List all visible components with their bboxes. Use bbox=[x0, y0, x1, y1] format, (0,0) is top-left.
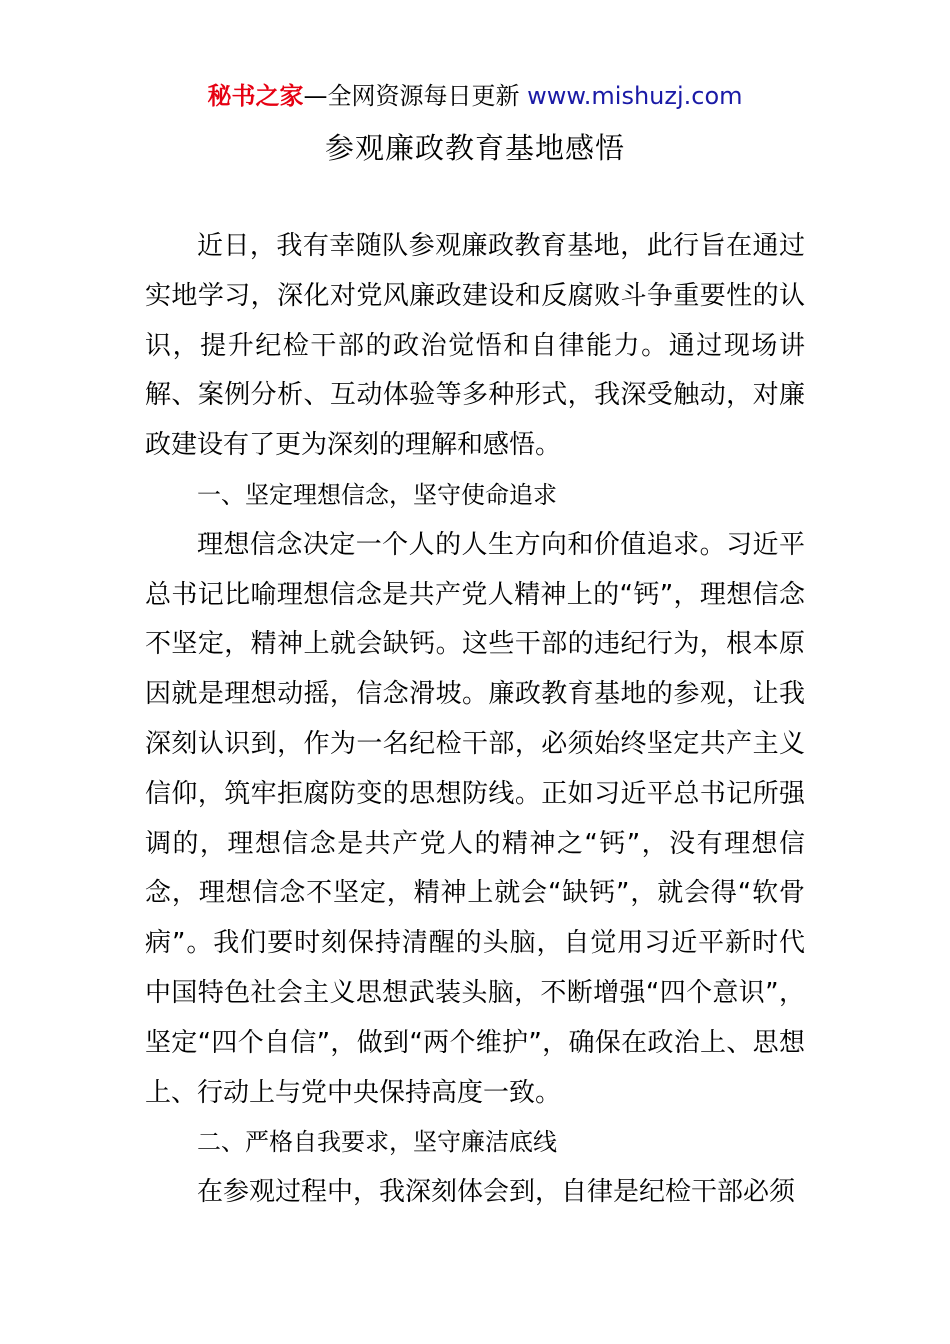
section-2-paragraph: 在参观过程中，我深刻体会到，自律是纪检干部必须 bbox=[197, 1177, 796, 1208]
section-heading-2: 二、严格自我要求，坚守廉洁底线 bbox=[197, 1128, 557, 1157]
brand-name: 秘书之家 bbox=[207, 82, 304, 110]
section-heading-1: 一、坚定理想信念，坚守使命追求 bbox=[197, 480, 557, 509]
site-header bbox=[0, 80, 950, 112]
intro-paragraph: 近日，我有幸随队参观廉政教育基地，此行旨在通过实地学习，深化对党风廉政建设和反腐败斗争重要性的认识，提升纪检干部的政治觉悟和自律能力。通过现场讲解、案例分析、互动体验等多种形式，我深受触动，对廉政建设有了更为深刻的理解和感悟。 bbox=[145, 231, 805, 461]
site-url-link[interactable]: www.mishuzj.com bbox=[527, 82, 743, 110]
section-1-paragraph: 理想信念决定一个人的人生方向和价值追求。习近平总书记比喻理想信念是共产党人精神上的“钙”，理想信念不坚定，精神上就会缺钙。这些干部的违纪行为，根本原因就是理想动摇，信念滑坡。廉政教育基地的参观，让我深刻认识到，作为一名纪检干部，必须始终坚定共产主义信仰，筑牢拒腐防变的思想防线。正如习近平总书记所强调的，理想信念是共产党人的精神之“钙”，没有理想信念，理想信念不坚定，精神上就会“缺钙”，就会得“软骨病”。我们要时刻保持清醒的头脑，自觉用习近平新时代中国特色社会主义思想武装头脑，不断增强“四个意识”，坚定“四个自信”，做到“两个维护”，确保在政治上、思想上、行动上与党中央保持高度一致。 bbox=[145, 529, 805, 1108]
document-title: 参观廉政教育基地感悟 bbox=[324, 131, 625, 165]
document-body bbox=[145, 222, 805, 1218]
header-tagline: —全网资源每日更新 bbox=[303, 82, 520, 110]
